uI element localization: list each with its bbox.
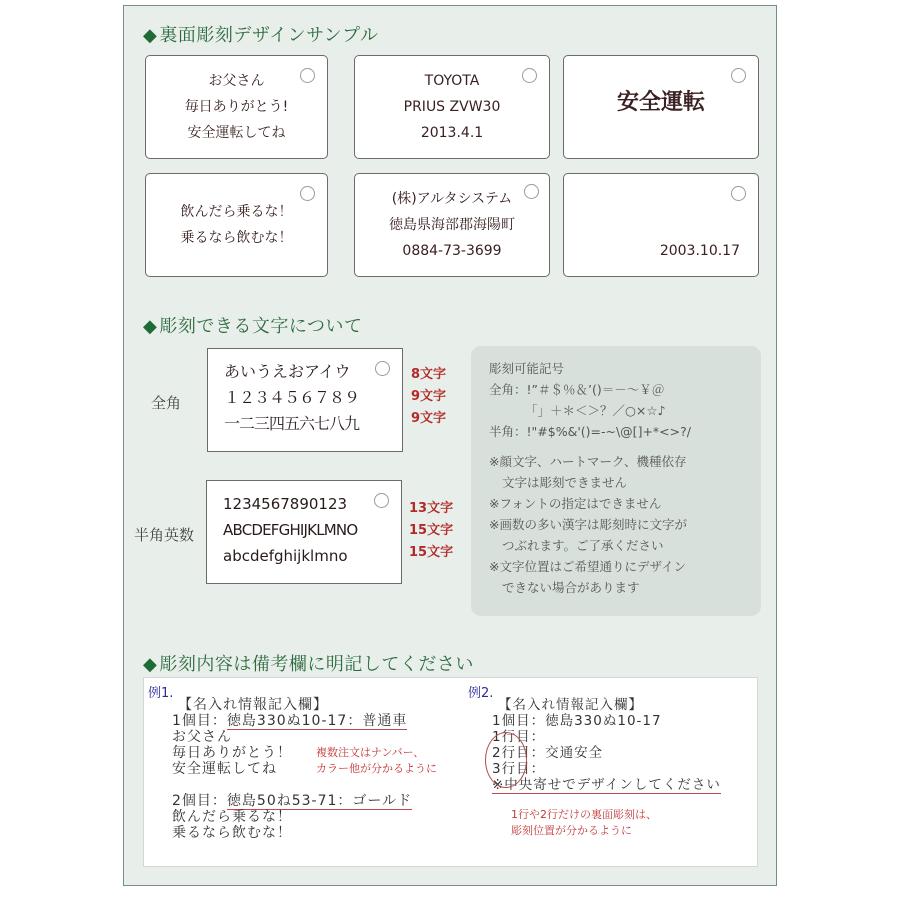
example1-line: お父さん bbox=[172, 729, 232, 745]
plate-line: 2003.10.17 bbox=[659, 243, 740, 259]
symbols-title: 彫刻可能記号 bbox=[489, 361, 565, 376]
sample-plate-3 bbox=[563, 55, 759, 159]
plate-hole-icon bbox=[375, 361, 390, 376]
diamond-icon: ◆ bbox=[143, 654, 158, 675]
diamond-icon: ◆ bbox=[143, 25, 158, 46]
example1-item2 bbox=[172, 793, 412, 809]
char-count: 15文字 bbox=[409, 523, 454, 538]
example1-note bbox=[316, 745, 437, 777]
halfwidth-counts bbox=[409, 498, 453, 564]
fullwidth-counts bbox=[411, 364, 446, 430]
item-prefix: 1個目： bbox=[172, 713, 227, 729]
halfwidth-label: 半角英数 bbox=[134, 526, 195, 544]
plate-hole-icon bbox=[522, 68, 537, 83]
plate-hole-icon bbox=[300, 186, 315, 201]
note-line: 彫刻位置が分かるように bbox=[511, 824, 632, 837]
note-line: できない場合があります bbox=[502, 580, 640, 595]
example2-row: 1行目： bbox=[492, 729, 546, 745]
example2-header: 【名入れ情報記入欄】 bbox=[498, 697, 643, 713]
plate-hole-icon bbox=[731, 68, 746, 83]
note-line: ※フォントの指定はできません bbox=[489, 496, 662, 511]
example1-line: 毎日ありがとう！ bbox=[172, 745, 292, 761]
halfwidth-sample-box bbox=[206, 480, 402, 584]
section-title-text: 裏面彫刻デザインサンプル bbox=[159, 25, 379, 46]
sample-plate-1 bbox=[145, 55, 328, 159]
plate-line: (株)アルタシステム bbox=[391, 191, 513, 207]
section-title-text: 彫刻できる文字について bbox=[159, 316, 363, 337]
example2-text bbox=[492, 697, 721, 793]
char-count: 15文字 bbox=[409, 545, 454, 560]
example2-row: 2行目：交通安全 bbox=[492, 745, 604, 761]
fullwidth-symbols: !”＃＄％＆’()＝－～￥＠ bbox=[526, 382, 665, 397]
plate-line: 乗るなら飲むな！ bbox=[180, 230, 293, 246]
fullwidth-symbols-line-2: 「」＋＊＜＞？／○×☆♪ bbox=[525, 403, 666, 418]
plate-line: 安全運転 bbox=[616, 90, 705, 115]
sample-line: １２３４５６７８９ bbox=[224, 388, 360, 407]
plate-line: 飲んだら乗るな！ bbox=[180, 204, 293, 220]
note-line: ※顔文字、ハートマーク、機種依存 bbox=[489, 454, 687, 469]
plate-hole-icon bbox=[524, 184, 539, 199]
item-plate-info: 徳島50ね53-71：ゴールド bbox=[226, 793, 413, 809]
item-prefix: 2個目： bbox=[172, 793, 227, 809]
halfwidth-symbols-line bbox=[489, 421, 743, 442]
sample-plate-4 bbox=[145, 173, 328, 277]
example1-item1 bbox=[172, 713, 412, 729]
section-title-text: 彫刻内容は備考欄に明記してください bbox=[159, 654, 474, 675]
example2-note bbox=[511, 807, 657, 839]
fullwidth-sample-box bbox=[207, 348, 403, 452]
note-line: 複数注文はナンバー、 bbox=[316, 746, 425, 759]
char-count: 9文字 bbox=[411, 411, 447, 426]
plate-line: 毎日ありがとう! bbox=[184, 99, 289, 115]
example2-row: 3行目： bbox=[492, 761, 546, 777]
note-line: 文字は彫刻できません bbox=[502, 475, 628, 490]
engravable-symbols-panel bbox=[471, 346, 761, 616]
char-count: 13文字 bbox=[409, 501, 454, 516]
example1-header: 【名入れ情報記入欄】 bbox=[178, 697, 328, 713]
halfwidth-symbols-label: 半角： bbox=[489, 424, 527, 439]
section-title-design-samples bbox=[143, 21, 378, 47]
section-title-characters bbox=[143, 312, 362, 338]
note-line: ※文字位置はご希望通りにデザイン bbox=[489, 559, 687, 574]
sample-line: 一二三四五六七八九 bbox=[224, 414, 360, 433]
plate-line: 2013.4.1 bbox=[420, 125, 484, 141]
note-line: ※画数の多い漢字は彫刻時に文字が bbox=[489, 517, 687, 532]
note-line: つぶれます。ご了承ください bbox=[502, 538, 664, 553]
plate-line: 安全運転してね bbox=[187, 125, 286, 141]
sample-line: ABCDEFGHIJKLMNO bbox=[223, 521, 358, 539]
sample-plate-2 bbox=[354, 55, 550, 159]
example2-instruction: ※中央寄せでデザインしてください bbox=[492, 777, 721, 793]
diamond-icon: ◆ bbox=[143, 316, 158, 337]
plate-hole-icon bbox=[374, 493, 389, 508]
item-plate-info: 徳島330ぬ10-17：普通車 bbox=[226, 713, 408, 729]
example1-line: 安全運転してね bbox=[172, 761, 277, 777]
plate-hole-icon bbox=[300, 68, 315, 83]
section-title-notes bbox=[143, 650, 474, 676]
note-line: 1行や2行だけの裏面彫刻は、 bbox=[511, 808, 657, 821]
fullwidth-symbols-label: 全角： bbox=[489, 382, 527, 397]
fullwidth-symbols-line bbox=[489, 379, 743, 400]
char-count: 9文字 bbox=[411, 389, 447, 404]
plate-line: 0884-73-3699 bbox=[402, 243, 502, 259]
sample-line: 1234567890123 bbox=[223, 495, 348, 513]
plate-line: PRIUS ZVW30 bbox=[403, 99, 501, 115]
example1-label: 例1. bbox=[148, 686, 174, 701]
plate-line: TOYOTA bbox=[424, 73, 480, 89]
example1-line: 飲んだら乗るな！ bbox=[172, 809, 292, 825]
char-count: 8文字 bbox=[411, 367, 447, 382]
plate-hole-icon bbox=[731, 186, 746, 201]
sample-line: abcdefghijklmno bbox=[223, 547, 348, 565]
sample-line: あいうえおアイウ bbox=[224, 362, 351, 381]
highlight-circle bbox=[485, 732, 527, 788]
example2-label: 例2. bbox=[468, 686, 494, 701]
note-line: カラー他が分かるように bbox=[316, 762, 437, 775]
plate-line: 徳島県海部郡海陽町 bbox=[389, 217, 515, 233]
plate-line: お父さん bbox=[208, 73, 265, 89]
example1-line: 乗るなら飲むな！ bbox=[172, 825, 292, 841]
halfwidth-symbols: !"#$%&'()=-~\@[]+*<>?/ bbox=[526, 424, 691, 439]
fullwidth-label: 全角 bbox=[151, 394, 182, 412]
sample-plate-5 bbox=[354, 173, 550, 277]
example2-item1: 1個目：徳島330ぬ10-17 bbox=[492, 713, 662, 729]
sample-plate-6 bbox=[563, 173, 759, 277]
